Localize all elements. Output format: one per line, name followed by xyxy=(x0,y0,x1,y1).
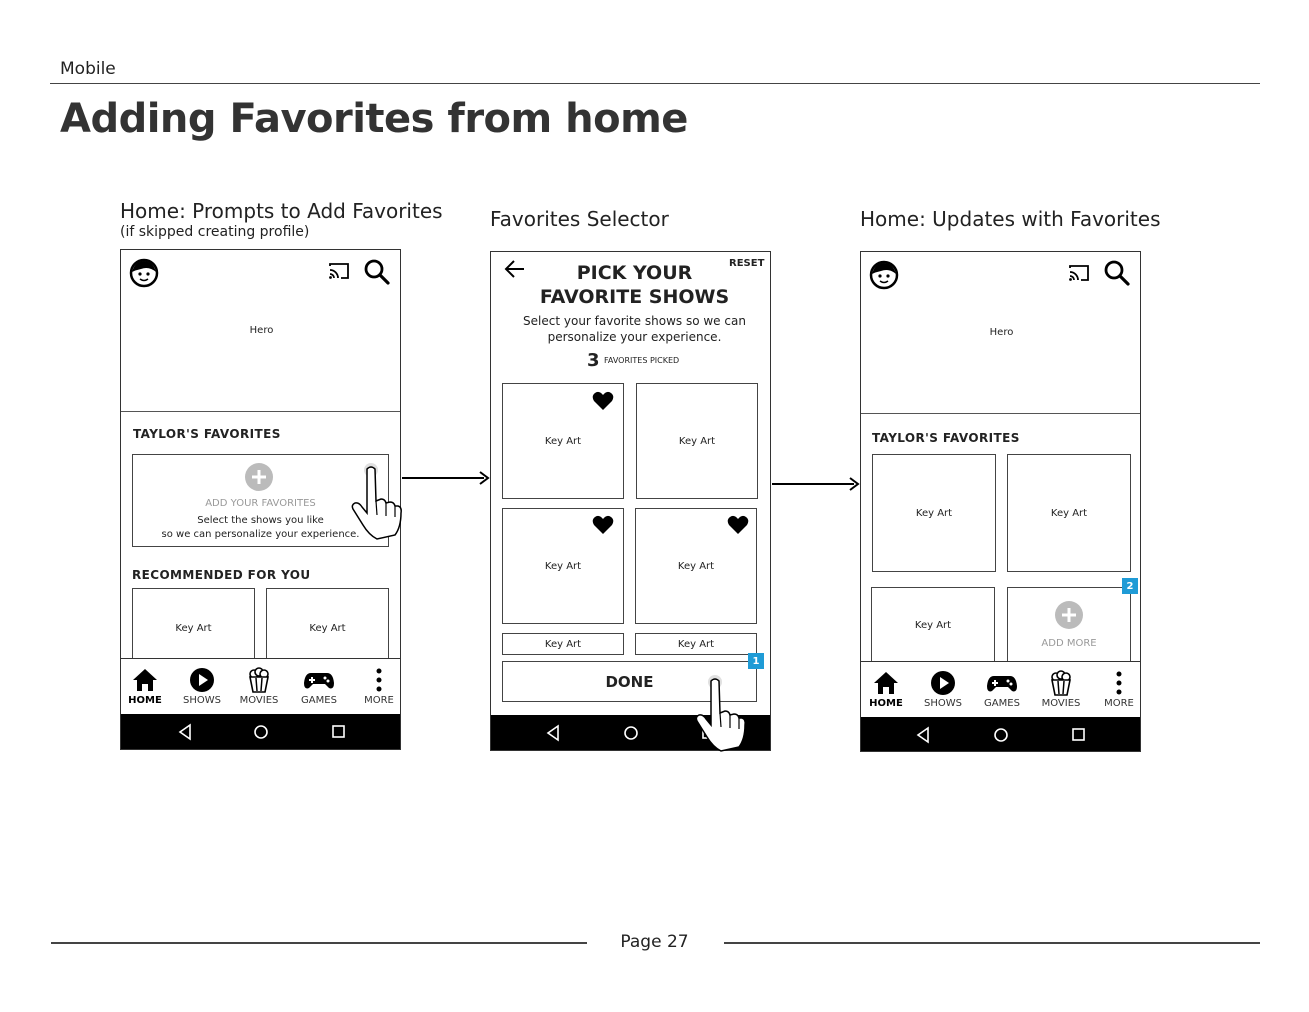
home-icon xyxy=(131,667,159,693)
hero-banner[interactable]: Hero xyxy=(989,326,1014,338)
nav-more[interactable] xyxy=(1099,662,1139,718)
done-button[interactable]: DONE xyxy=(502,661,757,702)
play-icon xyxy=(930,670,956,696)
show-tile[interactable]: Key Art xyxy=(635,633,757,655)
play-icon xyxy=(189,667,215,693)
add-favorites-title: ADD YOUR FAVORITES xyxy=(205,498,316,509)
arrow-head-icon xyxy=(848,477,860,491)
favorites-title: TAYLOR'S FAVORITES xyxy=(872,431,1020,445)
recents-square-icon[interactable] xyxy=(330,722,348,742)
nav-movies[interactable] xyxy=(237,659,281,715)
nav-more-label: MORE xyxy=(1104,698,1134,709)
step-badge: 2 xyxy=(1122,578,1138,594)
bottom-nav xyxy=(121,658,400,714)
cast-icon[interactable] xyxy=(1067,262,1091,288)
add-more-label: ADD MORE xyxy=(1041,638,1097,649)
nav-shows-label: SHOWS xyxy=(924,698,962,709)
favorites-count: 3 xyxy=(587,350,600,371)
screen2-caption: Favorites Selector xyxy=(490,207,669,231)
favorite-tile[interactable]: Key Art xyxy=(871,587,995,663)
popcorn-icon xyxy=(1049,670,1073,696)
gamepad-icon xyxy=(303,667,335,693)
section-label: Mobile xyxy=(60,59,116,79)
recommended-tile[interactable]: Key Art xyxy=(132,588,255,668)
nav-home[interactable] xyxy=(125,659,165,715)
show-tile[interactable]: Key Art xyxy=(502,508,624,624)
heart-icon[interactable] xyxy=(592,391,614,415)
plus-icon xyxy=(245,463,273,495)
nav-more-label: MORE xyxy=(364,695,394,706)
popcorn-icon xyxy=(247,667,271,693)
screen1-caption: Home: Prompts to Add Favorites xyxy=(120,199,443,223)
page-title: Adding Favorites from home xyxy=(60,96,688,142)
nav-games-label: GAMES xyxy=(301,695,337,706)
recommended-tile[interactable]: Key Art xyxy=(266,588,389,668)
nav-home-label: HOME xyxy=(128,695,162,706)
recommended-title: RECOMMENDED FOR YOU xyxy=(132,568,311,582)
screen3-phone xyxy=(860,251,1141,752)
show-tile[interactable]: Key Art xyxy=(636,383,758,499)
hand-cursor-icon xyxy=(693,673,747,757)
search-icon[interactable] xyxy=(1103,259,1131,291)
nav-more[interactable] xyxy=(359,659,399,715)
show-tile[interactable]: Key Art xyxy=(502,383,624,499)
heart-icon[interactable] xyxy=(727,515,749,539)
step-badge: 1 xyxy=(748,653,764,669)
nav-shows[interactable] xyxy=(923,662,963,718)
favorites-count-label: FAVORITES PICKED xyxy=(604,356,680,365)
page-number: Page 27 xyxy=(620,932,689,952)
add-favorites-line1: Select the shows you like xyxy=(197,515,324,526)
show-tile[interactable]: Key Art xyxy=(635,508,757,624)
flow-arrow-1 xyxy=(402,477,484,479)
cast-icon[interactable] xyxy=(327,260,351,286)
flow-arrow-2 xyxy=(772,483,854,485)
more-icon xyxy=(1114,670,1124,696)
back-triangle-icon[interactable] xyxy=(915,725,931,745)
heart-icon[interactable] xyxy=(592,515,614,539)
nav-movies-label: MOVIES xyxy=(1041,698,1081,709)
add-favorites-line2: so we can personalize your experience. xyxy=(161,529,360,540)
back-triangle-icon[interactable] xyxy=(545,723,561,743)
avatar-icon[interactable] xyxy=(869,260,899,294)
nav-movies[interactable] xyxy=(1039,662,1083,718)
arrow-head-icon xyxy=(478,471,490,485)
hero-divider xyxy=(861,413,1141,414)
hero-divider xyxy=(121,411,401,412)
more-icon xyxy=(374,667,384,693)
system-nav-bar xyxy=(861,717,1140,752)
gamepad-icon xyxy=(986,670,1018,696)
plus-icon xyxy=(1055,601,1083,633)
selector-desc-line1: Select your favorite shows so we can xyxy=(523,314,746,328)
nav-movies-label: MOVIES xyxy=(239,695,279,706)
nav-home[interactable] xyxy=(866,662,906,718)
favorite-tile[interactable]: Key Art xyxy=(1007,454,1131,572)
nav-games[interactable] xyxy=(982,662,1022,718)
nav-games[interactable] xyxy=(299,659,339,715)
hero-banner[interactable]: Hero xyxy=(249,324,274,336)
add-more-tile[interactable] xyxy=(1007,587,1131,663)
nav-home-label: HOME xyxy=(869,698,903,709)
system-nav-bar xyxy=(121,714,400,750)
home-circle-icon[interactable] xyxy=(622,723,640,743)
favorite-tile[interactable]: Key Art xyxy=(872,454,996,572)
nav-games-label: GAMES xyxy=(984,698,1020,709)
nav-shows[interactable] xyxy=(182,659,222,715)
home-circle-icon[interactable] xyxy=(252,722,270,742)
home-circle-icon[interactable] xyxy=(992,725,1010,745)
reset-button[interactable]: RESET xyxy=(729,258,765,269)
bottom-nav xyxy=(861,661,1140,717)
home-icon xyxy=(872,670,900,696)
selector-heading-line2: FAVORITE SHOWS xyxy=(539,286,730,308)
selector-heading-line1: PICK YOUR xyxy=(576,262,693,284)
screen1-subcaption: (if skipped creating profile) xyxy=(120,224,310,240)
back-triangle-icon[interactable] xyxy=(177,722,193,742)
show-tile[interactable]: Key Art xyxy=(502,633,624,655)
screen3-caption: Home: Updates with Favorites xyxy=(860,207,1161,231)
top-divider xyxy=(50,83,1260,84)
avatar-icon[interactable] xyxy=(129,258,159,292)
selector-desc-line2: personalize your experience. xyxy=(547,330,722,344)
recents-square-icon[interactable] xyxy=(1070,725,1088,745)
favorites-title: TAYLOR'S FAVORITES xyxy=(133,427,281,441)
nav-shows-label: SHOWS xyxy=(183,695,221,706)
search-icon[interactable] xyxy=(363,258,391,290)
hand-cursor-icon xyxy=(349,461,403,545)
